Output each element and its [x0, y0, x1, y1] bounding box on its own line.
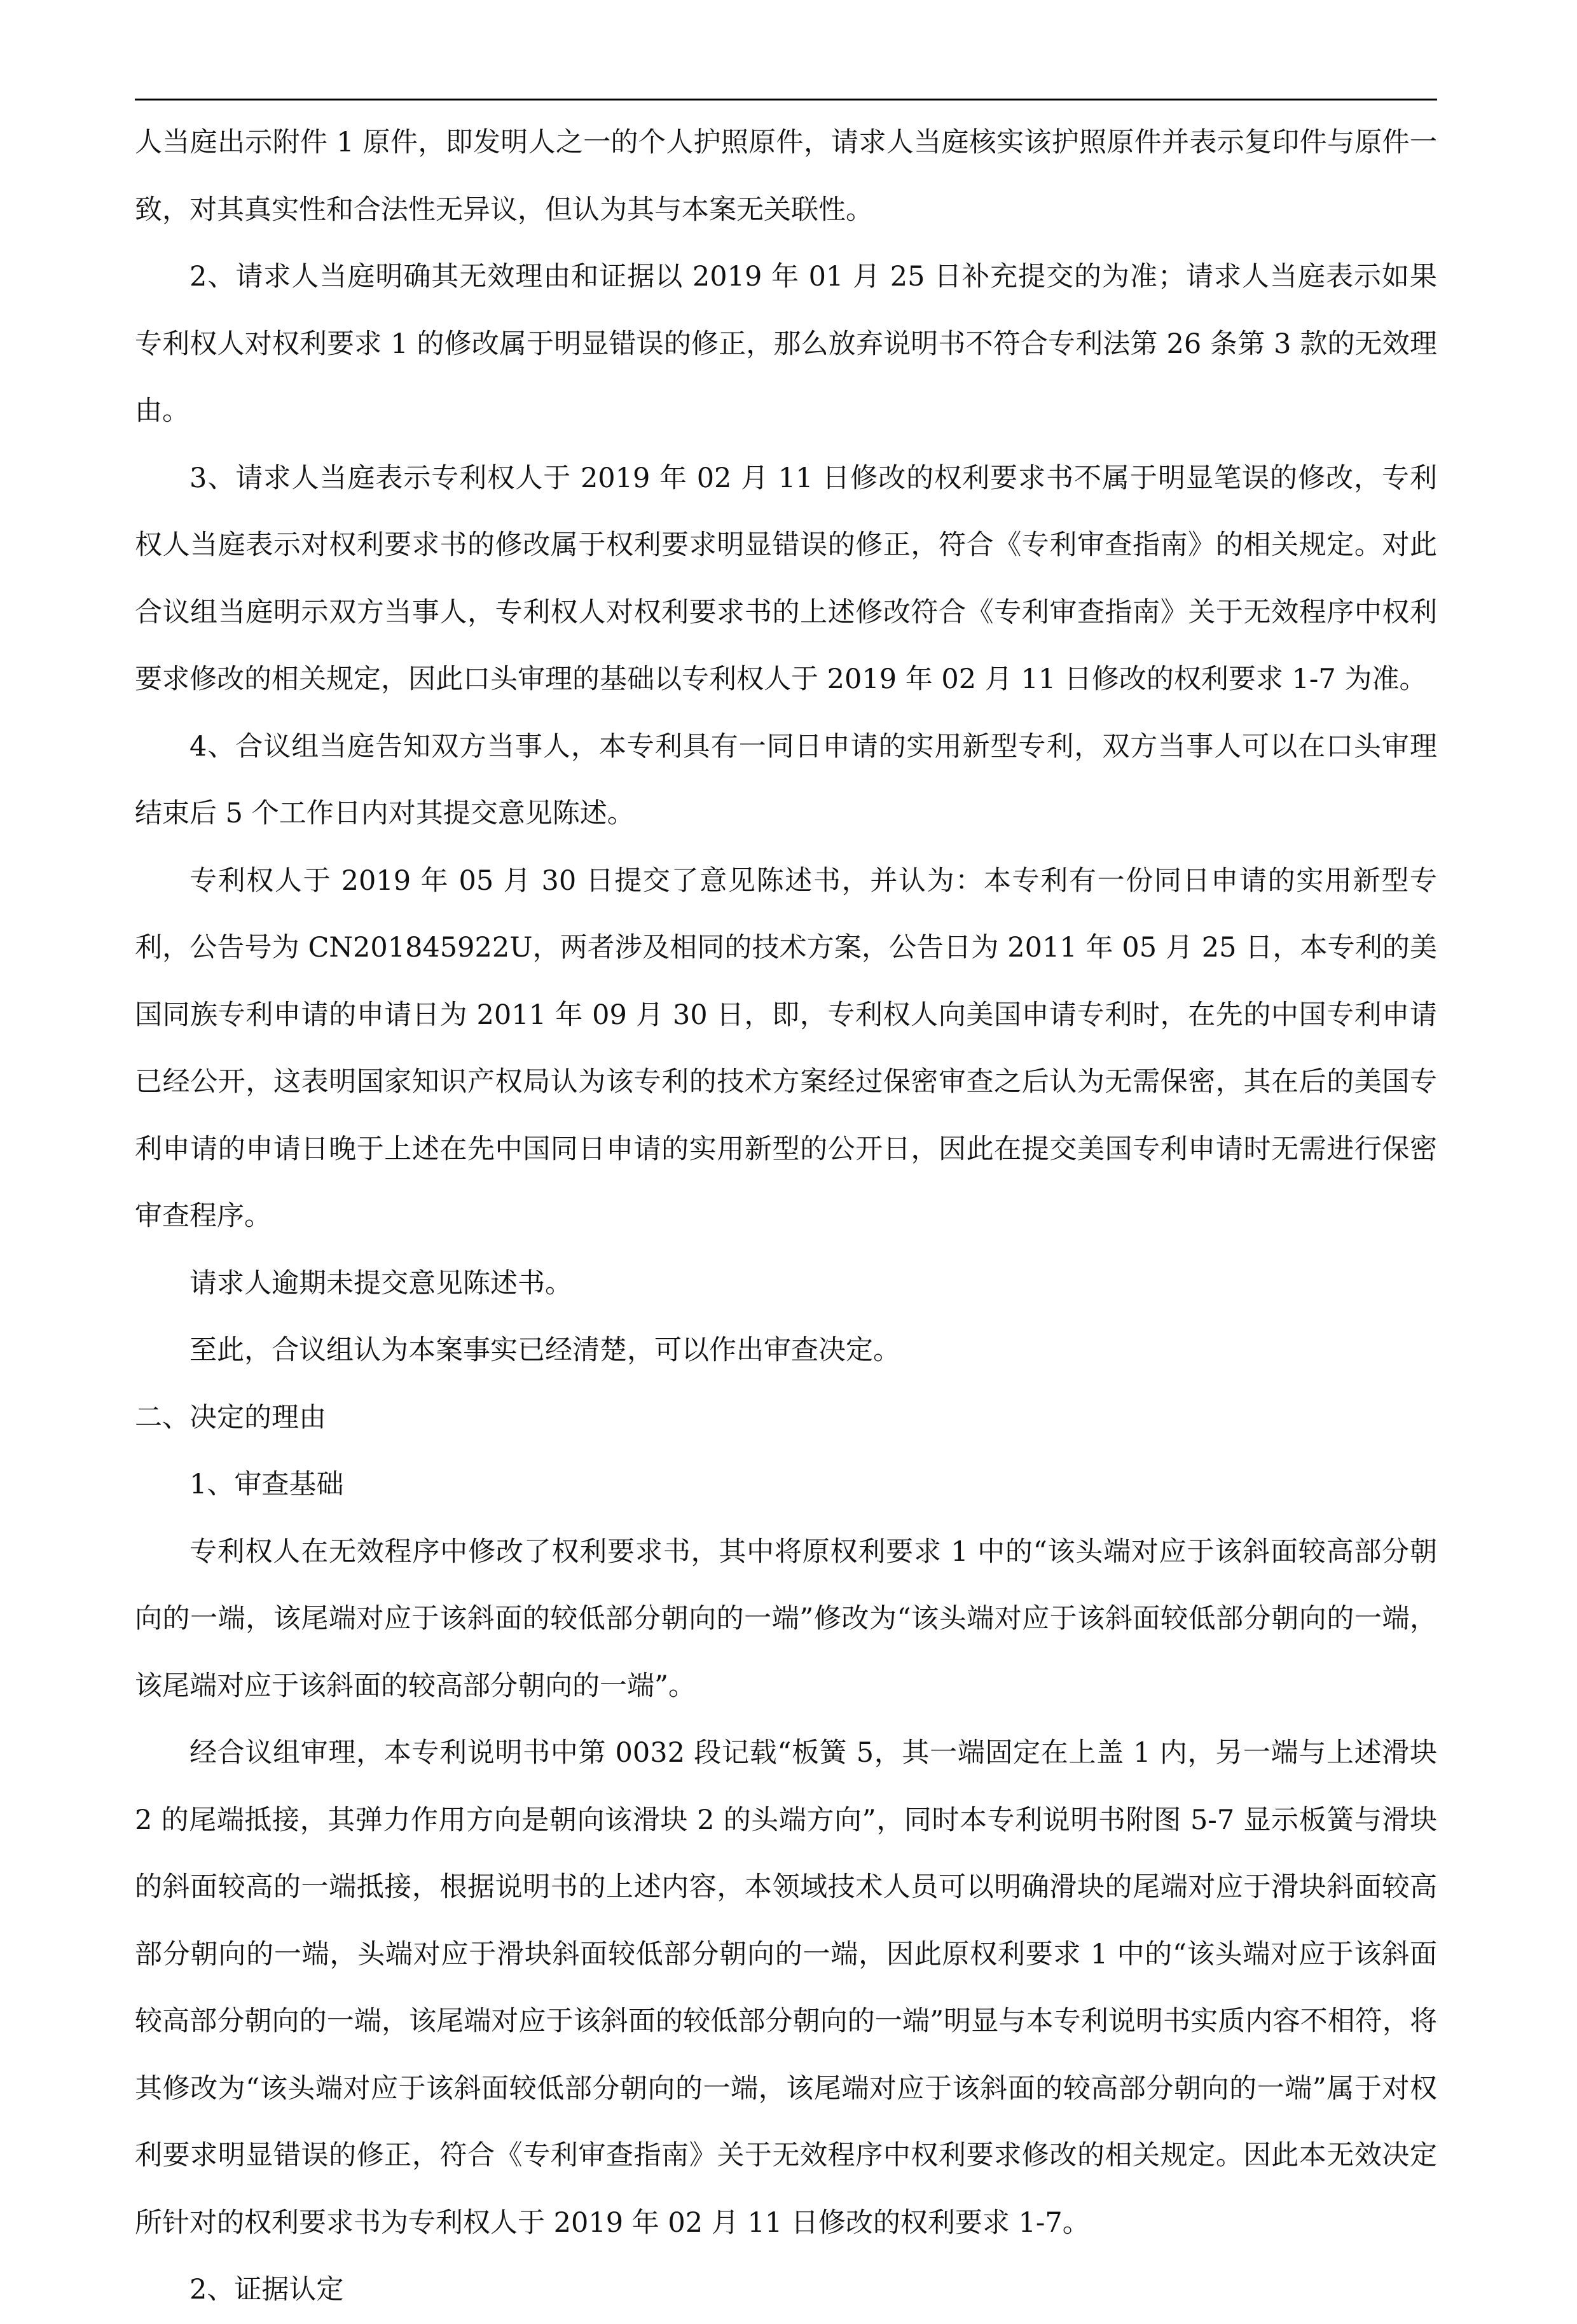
subheading-examination-basis: 1、审查基础 [189, 1469, 344, 1500]
paragraph-item-2: 2、请求人当庭明确其无效理由和证据以 2019 年 01 月 25 日补充提交的为准；请求人当庭表示如果专利权人对权利要求 1 的修改属于明显错误的修正，那么放弃说明书不符合专利法第 26 条第 3 款的无效理由。 [135, 261, 1437, 427]
subheading-evidence: 2、证据认定 [189, 2274, 344, 2306]
paragraph-panel-review: 经合议组审理，本专利说明书中第 0032 段记载“板簧 5，其一端固定在上盖 1 内，另一端与上述滑块 2 的尾端抵接，其弹力作用方向是朝向该滑块 2 的头端方向”，同时本专利说明书附图 5-7 显示板簧与滑块的斜面较高的一端抵接，根据说明书的上述内容，本领域技术人员可以明确滑块的尾端对应于滑块斜面较高部分朝向的一端，头端对应于滑块斜面较低部分朝向的一端，因此原权利要求 1 中的“该头端对应于该斜面较高部分朝向的一端，该尾端对应于该斜面的较低部分朝向的一端”明显与本专利说明书实质内容不相符，将其修改为“该头端对应于该斜面较低部分朝向的一端，该尾端对应于该斜面的较高部分朝向的一端”属于对权利要求明显错误的修正，符合《专利审查指南》关于无效程序中权利要求修改的相关规定。因此本无效决定所针对的权利要求书为专利权人于 2019 年 02 月 11 日修改的权利要求 1-7。 [135, 1737, 1437, 2239]
header-rule [135, 99, 1437, 100]
paragraph-continuation: 人当庭出示附件 1 原件，即发明人之一的个人护照原件，请求人当庭核实该护照原件并表示复印件与原件一致，对其真实性和合法性无异议，但认为其与本案无关联性。 [135, 127, 1437, 226]
paragraph-item-4: 4、合议组当庭告知双方当事人，本专利具有一同日申请的实用新型专利，双方当事人可以在口头审理结束后 5 个工作日内对其提交意见陈述。 [135, 730, 1437, 829]
paragraph-patentee-statement: 专利权人于 2019 年 05 月 30 日提交了意见陈述书，并认为：本专利有一份同日申请的实用新型专利，公告号为 CN201845922U，两者涉及相同的技术方案，公告日为 2011 年 05 月 25 日，本专利的美国同族专利申请的申请日为 2011 年 09 月 30 日，即，专利权人向美国申请专利时，在先的中国专利申请已经公开，这表明国家知识产权局认为该专利的技术方案经过保密审查之后认为无需保密，其在后的美国专利申请的申请日晚于上述在先中国同日申请的实用新型的公开日，因此在提交美国专利申请时无需进行保密审查程序。 [135, 864, 1437, 1232]
document-body [135, 109, 1437, 2324]
paragraph-item-3: 3、请求人当庭表示专利权人于 2019 年 02 月 11 日修改的权利要求书不属于明显笔误的修改，专利权人当庭表示对权利要求书的修改属于权利要求明显错误的修正，符合《专利审查指南》的相关规定。对此合议组当庭明示双方当事人，专利权人对权利要求书的上述修改符合《专利审查指南》关于无效程序中权利要求修改的相关规定，因此口头审理的基础以专利权人于 2019 年 02 月 11 日修改的权利要求 1-7 为准。 [135, 462, 1437, 695]
paragraph-facts-clear: 至此，合议组认为本案事实已经清楚，可以作出审查决定。 [189, 1334, 900, 1366]
paragraph-claim-amendment: 专利权人在无效程序中修改了权利要求书，其中将原权利要求 1 中的“该头端对应于该斜面较高部分朝向的一端，该尾端对应于该斜面的较低部分朝向的一端”修改为“该头端对应于该斜面较低部分朝向的一端，该尾端对应于该斜面的较高部分朝向的一端”。 [135, 1535, 1437, 1702]
paragraph-requester-overdue: 请求人逾期未提交意见陈述书。 [189, 1267, 572, 1299]
section-heading-reasons: 二、决定的理由 [135, 1401, 326, 1434]
